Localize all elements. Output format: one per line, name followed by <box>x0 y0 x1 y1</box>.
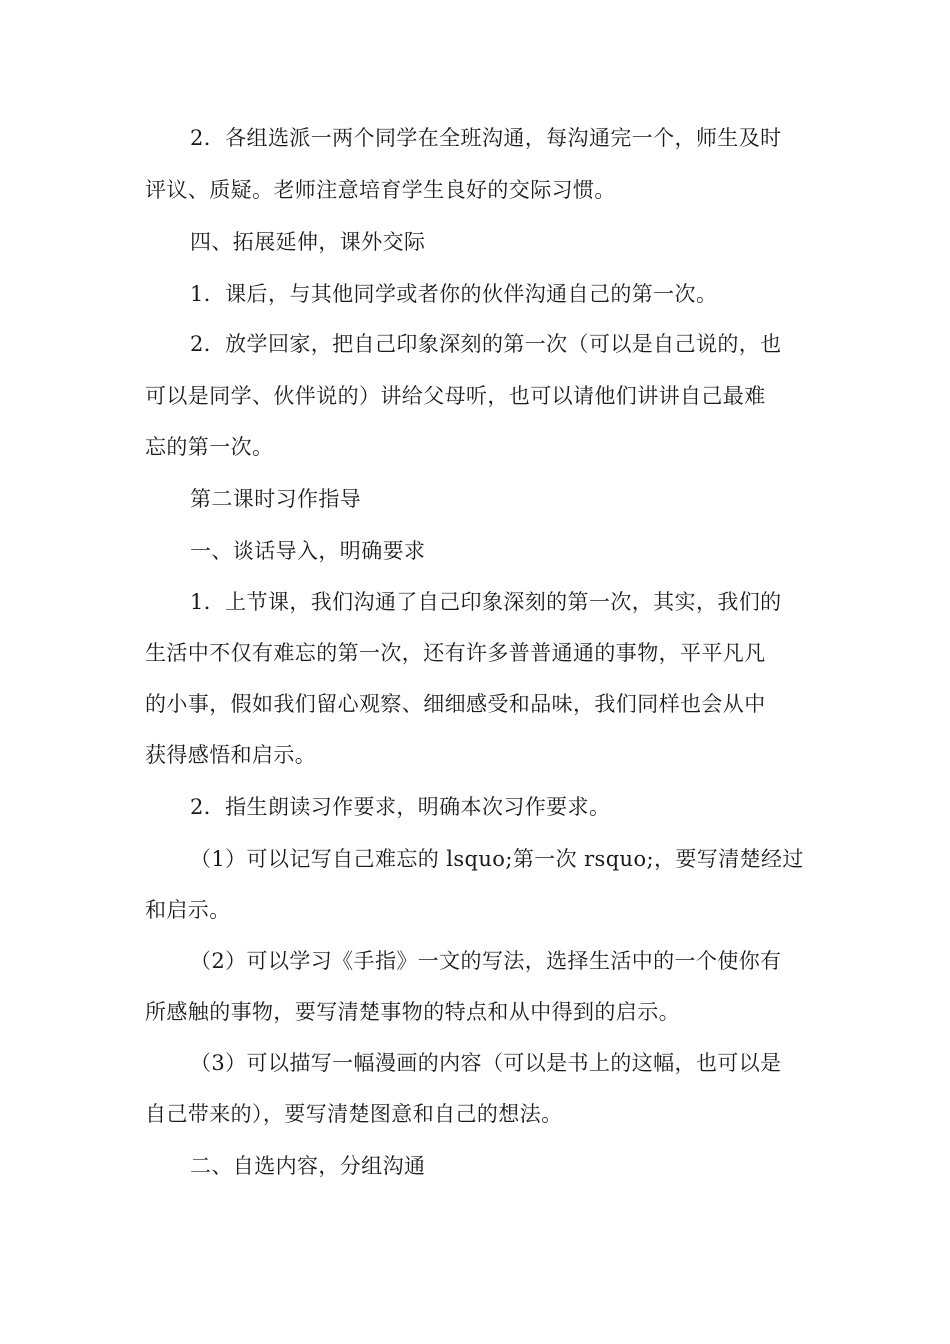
section-heading: 四、拓展延伸，课外交际 <box>190 230 426 254</box>
paragraph-line: 1．上节课，我们沟通了自己印象深刻的第一次，其实，我们的 <box>190 590 782 614</box>
paragraph-line: 的小事，假如我们留心观察、细细感受和品味，我们同样也会从中 <box>145 692 766 716</box>
paragraph-line: 2．放学回家，把自己印象深刻的第一次（可以是自己说的，也 <box>190 332 782 356</box>
section-heading: 二、自选内容，分组沟通 <box>190 1154 426 1178</box>
paragraph-line: 忘的第一次。 <box>145 435 274 459</box>
paragraph-line: （3）可以描写一幅漫画的内容（可以是书上的这幅，也可以是 <box>190 1051 782 1075</box>
paragraph-line: （2）可以学习《手指》一文的写法，选择生活中的一个使你有 <box>190 949 782 973</box>
paragraph-line: 所感触的事物，要写清楚事物的特点和从中得到的启示。 <box>145 1000 680 1024</box>
paragraph-line: 1．课后，与其他同学或者你的伙伴沟通自己的第一次。 <box>190 282 718 306</box>
paragraph-line: 获得感悟和启示。 <box>145 743 317 767</box>
paragraph-line: 评议、质疑。老师注意培育学生良好的交际习惯。 <box>145 178 616 202</box>
paragraph-line: 和启示。 <box>145 898 231 922</box>
paragraph-line: 2．各组选派一两个同学在全班沟通，每沟通完一个，师生及时 <box>190 126 782 150</box>
paragraph-line: 可以是同学、伙伴说的）讲给父母听，也可以请他们讲讲自己最难 <box>145 384 766 408</box>
paragraph-line: 2．指生朗读习作要求，明确本次习作要求。 <box>190 795 611 819</box>
paragraph-line: （1）可以记写自己难忘的 lsquo;第一次 rsquo;，要写清楚经过 <box>190 847 804 871</box>
paragraph-line: 自己带来的），要写清楚图意和自己的想法。 <box>145 1102 563 1126</box>
paragraph-line: 生活中不仅有难忘的第一次，还有许多普普通通的事物，平平凡凡 <box>145 641 766 665</box>
section-heading: 一、谈话导入，明确要求 <box>190 539 426 563</box>
lesson-heading: 第二课时习作指导 <box>190 487 362 511</box>
